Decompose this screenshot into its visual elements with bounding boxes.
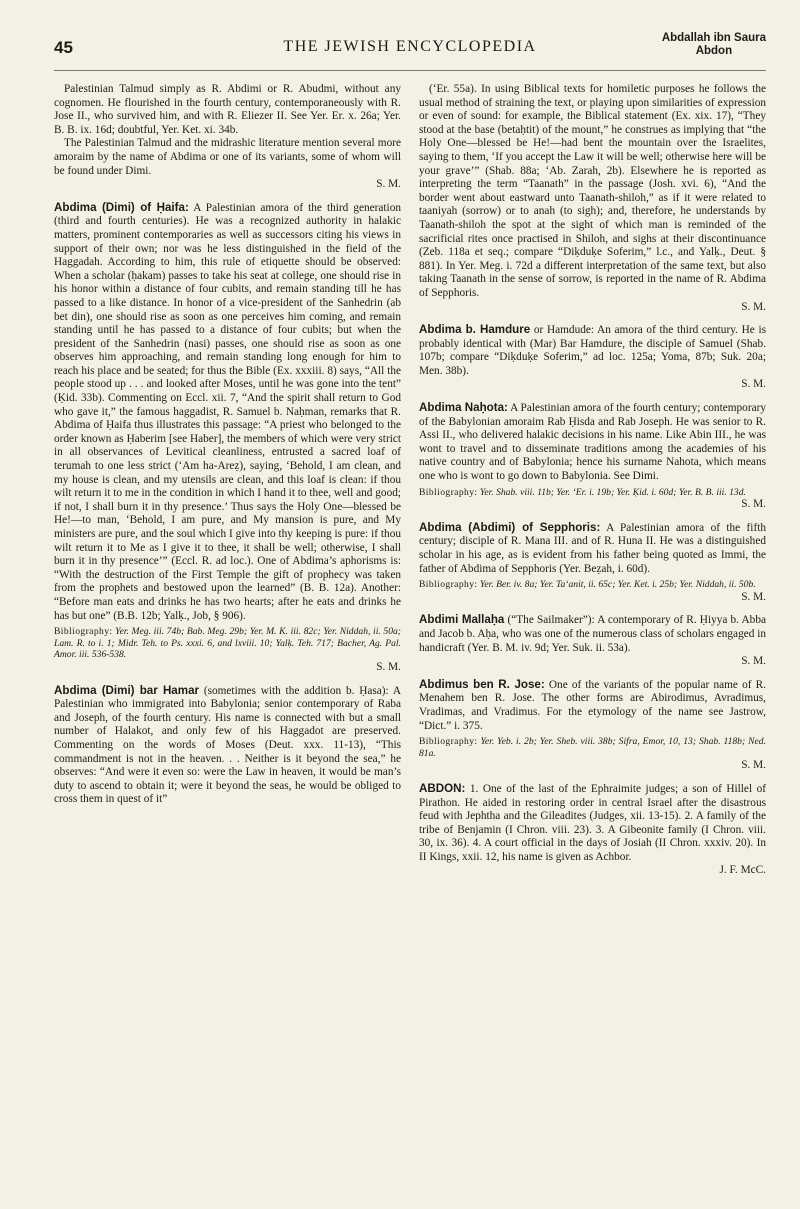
paragraph: The Palestinian Talmud and the midrashic literature mention several more amoraim by the name of Abdima or one of its variants, some of whom will be found under Dimi. [54, 137, 401, 177]
article-entry [419, 613, 766, 655]
author-signature: S. M. [376, 178, 401, 191]
continued-paragraph: (‘Er. 55a). In using Biblical texts for homiletic purposes he follows the usual method of straining the text, or playing upon similarities of expression or even of sound: for example, the Biblical statement (Ex. xix. 17), “They stood at the base (betaḥtit) of the mount,” he construes as implying that “the Holy One—blessed be He!—had bent the mountain over the Israelites, saying to them, ‘If you accept the Law it will be well; otherwise here will be your grave’” (Shab. 88a; ‘Ab. Zarah, 2b). Elsewhere he is reported as interpreting the term “Taanath” in the passage (Josh. xvi. 6), “And the border went about eastward unto Taanath-shiloh,” as if it were related to taaniyah (sorrow) or to anah (to sigh); and, therefore, he understands by Taanath-shiloh the spot at the sight of which man is reminded of the sacrificial rites once practised in Shiloh, and sighs at their discontinuance (Zeb. 118a et seq.; compare “Diḳduḳe Soferim,” l.c., and Yalḳ., Deut. § 881). In Yer. Meg. i. 72d a different interpretation of the same text, but also taking Taanath in the sense of sorrow, is reported in the name of R. Abdima of Sepphoris. [419, 83, 766, 299]
bibliography [419, 579, 766, 591]
author-signature: S. M. [376, 660, 401, 673]
article-entry [419, 782, 766, 865]
catchword-last: Abdon [695, 45, 733, 57]
article-entry [419, 521, 766, 576]
entry-headword: Abdima (Dimi) bar Hamar [54, 683, 200, 697]
article-entry [54, 684, 401, 807]
bibliography [419, 487, 766, 499]
entry-text: (“The Sailmaker”): A contemporary of R. Ḥiyya b. Abba and Jacob b. Aḥa, who was one of the numerous class of scholars engaged in handicraft (Yer. B. M. iv. 9d; Yer. Suk. ii. 53a). [419, 614, 766, 654]
article-entry [419, 401, 766, 484]
entry-headword: ABDON: [419, 781, 466, 795]
entry-text: A Palestinian amora of the third generation (third and fourth centuries). He was a recognized authority in halakic matters, prominent contemporaries as well as successors citing his views in support of their own; nor was he less distinguished in the field of the Haggadah. According to him, this rule of etiquette should be observed: When a scholar (ḥakam) passes to take his seat at college, one should rise in his honor within a distance of four cubits, and remain standing till he has passed to a like distance. In honor of a vice-president of the Sanhedrin (ab bet din), one should rise as soon as one perceives him coming, and remain standing until he has passed to a distance of four cubits; but when the president of the Sanhedrin (nasi) passes, one should rise as soon as one observes him approaching, and remain standing long enough for him to reach his place and be seated; for thus the Bible (Ex. xxxiii. 8) says, “All the people stood up . . . and looked after Moses, until he was gone into the tent” (Ḳid. 33b). Commenting on Eccl. xii. 7, “And the spirit shall return to God who gave it,” the famous haggadist, R. Samuel b. Naḥman, remarks that R. Abdima of Ḥaifa thus illustrates this passage: “A priest who belonged to the order known as Ḥaberim [see Haber], the members of which were very strict in all observances of Levitical cleanliness, entrusted a sacred loaf of terumah to one less strict (‘Am ha-Areẓ), saying, ‘Behold, I am clean, and my house is clean, and my utensils are clean, and this loaf is clean: if thou wilt return it to me in the condition in which I hand it to thee, well and good; if not, I shall burn it in thy presence.’ Thus says the Holy One—blessed be He!—to man, ‘Behold, I am pure, and My mansion is pure, and My ministers are pure, and the soul which I give into thy keeping is pure: if thou wilt return it to Me as I give it to thee, it shall be well; otherwise, I shall burn it in thy presence’” (Eccl. R. ad loc.). One of Abdima’s aphorisms is: “With the destruction of the First Temple the gift of prophecy was taken from the prophets and bestowed upon the learned” (B. B. 12a). Another: “Before man eats and drinks he has two hearts; after he eats and drinks he has but one” (B.B. 12b; Yalḳ., Job, § 906). [54, 201, 401, 622]
entry-text: 1. One of the last of the Ephraimite judges; a son of Hillel of Pirathon. He aided in restoring order in central Israel after the disastrous feud with Jephtha and the Gileadites (Judges, xii. 13-15). 2. A family of the tribe of Benjamin (I Chron. viii. 23). 3. A Gibeonite family (I Chron. viii. 30, ix. 36). 4. A court official in the days of Josiah (II Chron. xxxiv. 20). In II Kings, xxii. 12, his name is given as Achbor. [419, 782, 766, 863]
article-entry [419, 678, 766, 733]
page-number: 45 [54, 38, 73, 57]
right-column [419, 83, 766, 878]
entry-headword: Abdima b. Hamdure [419, 323, 531, 337]
entry-text: (sometimes with the addition b. Ḥasa): A Palestinian who immigrated into Babylonia; senior contemporary of Raba and Joseph, of the fourth century. His name is connected with but a small number of Halakot, and only few of his Haggadot are preserved. Commenting on the words of Moses (Deut. xxx. 11-13), “This commandment is not in the heaven. . . Neither is it beyond the sea,” he observes: “And were it even so: were the Law in heaven, it would be man’s duty to ascend to obtain it; were it beyond the seas, he would be obliged to cross them in quest of it” [54, 684, 402, 806]
bibliography-text: Yer. Meg. iii. 74b; Bab. Meg. 29b; Yer. M. K. iii. 82c; Yer. Niddah, ii. 50a; Lam. R. to i. 1; Midr. Teh. to Ps. xxxi. 6, and lxviii. 10; Yalḳ. Teh. 717; Bacher, Ag. Pal. Amor. iii. 536-538. [54, 626, 401, 661]
entry-text: or Hamdude: An amora of the third century. He is probably identical with (Mar) Bar Hamdure, the disciple of Samuel (Shab. 107b; compare “Diḳduḳe Soferim,” ad loc. 125a; Yoma, 87b; Suk. 20a; Men. 38b). [419, 324, 766, 377]
bibliography-text: Yer. Yeb. i. 2b; Yer. Sheb. viii. 38b; Sifra, Emor, 10, 13; Shab. 118b; Ned. 81a. [419, 736, 766, 759]
text-columns [54, 83, 766, 878]
entry-text: A Palestinian amora of the fourth century; contemporary of the Babylonian amoraim Rab Ḥisda and Rab Joseph. He was senior to R. Assi II., who delivered halakic decisions in his name. Like Abin III., he was wont to travel and to disseminate traditions among the academies of his native country and of Babylonia; hence his surname Nahota, which means one who is wont to go down to Babylonia. See Dimi. [419, 402, 767, 483]
left-column [54, 83, 401, 878]
running-header [54, 32, 766, 71]
entry-headword: Abdimus ben R. Jose: [419, 677, 545, 691]
author-signature: J. F. McC. [719, 864, 766, 877]
catchword-first: Abdallah ibn Saura [661, 32, 766, 44]
bibliography-text: Yer. Shab. viii. 11b; Yer. ‘Er. i. 19b; Yer. Ḳid. i. 60d; Yer. B. B. iii. 13d. [479, 486, 746, 498]
author-signature: S. M. [741, 590, 766, 603]
article-entry [419, 323, 766, 378]
author-signature: S. M. [741, 759, 766, 772]
author-signature: S. M. [741, 498, 766, 511]
entry-text: One of the variants of the popular name of R. Menahem ben R. Jose. The other forms are Abirodimus, Avradimus, Vradimas, and Vradimus. For the etymology of the name see Jastrow, “Dict.” i. 375. [419, 678, 766, 732]
bibliography-label: Bibliography: [54, 626, 113, 638]
running-title: THE JEWISH ENCYCLOPEDIA [283, 38, 537, 55]
continued-paragraph: Palestinian Talmud simply as R. Abdimi or R. Abudmi, without any cognomen. He flourished in the fourth century, contemporaneously with R. Jose II., who survived him, and with R. Eliezer II. See Yer. Er. x. 26a; Yer. B. B. ix. 16d; doubtful, Yer. Ket. xi. 34b. [54, 83, 401, 136]
article-entry [54, 201, 401, 623]
entry-text: A Palestinian amora of the fifth century; disciple of R. Mana III. and of R. Huna II. He was a distinguished scholar in his age, as is evident from his father being quoted as Immi, the father of Abdima of Sepphoris (Yer. Beẓah, i. 60d). [419, 521, 766, 575]
author-signature: S. M. [741, 655, 766, 668]
bibliography [54, 626, 401, 661]
author-signature: S. M. [741, 300, 766, 313]
entry-headword: Abdima (Dimi) of Ḥaifa: [54, 200, 189, 214]
entry-headword: Abdima (Abdimi) of Sepphoris: [419, 520, 601, 534]
catchwords [662, 32, 766, 58]
bibliography-label: Bibliography: [419, 736, 478, 748]
bibliography-text: Yer. Ber. iv. 8a; Yer. Ta‘anit, ii. 65c; Yer. Ket. i. 25b; Yer. Niddah, ii. 50b. [479, 579, 756, 591]
entry-headword: Abdima Naḥota: [419, 401, 508, 415]
author-signature: S. M. [741, 378, 766, 391]
entry-headword: Abdimi Mallaḥa [419, 613, 505, 627]
bibliography-label: Bibliography: [419, 579, 478, 591]
bibliography [419, 736, 766, 759]
bibliography-label: Bibliography: [419, 486, 478, 498]
